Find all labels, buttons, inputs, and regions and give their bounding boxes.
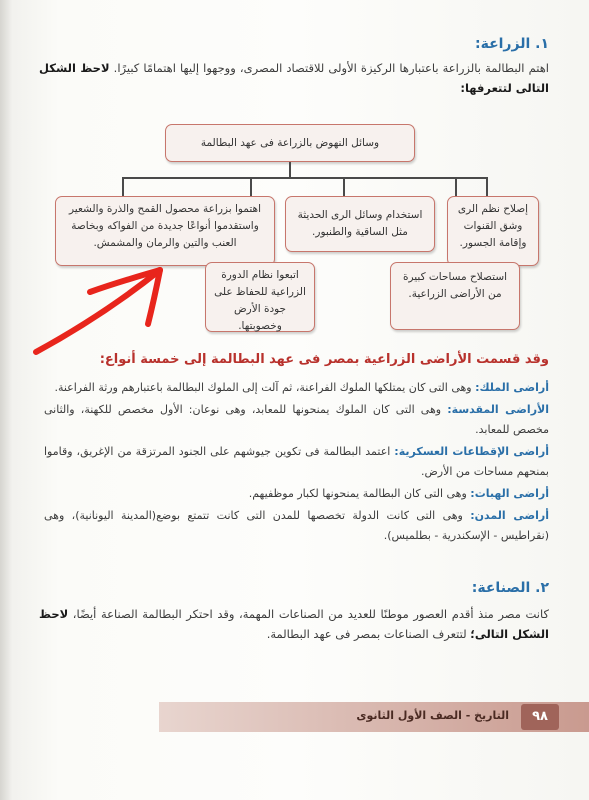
- list-item: [44, 400, 549, 440]
- diagram-node: استخدام وسائل الرى الحديثة مثل الساقية والطنبور.: [285, 196, 435, 252]
- list-item: [44, 442, 549, 482]
- item-label: أراضى الإقطاعات العسكرية:: [394, 445, 550, 458]
- land-types-heading: وقد قسمت الأراضى الزراعية بمصر فى عهد البطالمة إلى خمسة أنواع:: [99, 352, 549, 367]
- item-label: أراضى الملك:: [475, 381, 549, 394]
- page-number: ٩٨: [521, 704, 559, 730]
- industry-text: كانت مصر منذ أقدم العصور موطنًا للعديد من الصناعات المهمة، وقد احتكر البطالمة الصناعة أيضًا،: [72, 607, 549, 621]
- diagram-node: إصلاح نظم الرى وشق القنوات وإقامة الجسور.: [447, 196, 539, 266]
- list-item: [44, 506, 549, 546]
- diagram-node: اتبعوا نظام الدورة الزراعية للحفاظ على جودة الأرض وخصوبتها.: [205, 262, 315, 332]
- page-fold-shadow: [0, 0, 12, 800]
- connector: [122, 177, 488, 179]
- connector: [343, 177, 345, 197]
- item-text: وهى التى كانت الدولة تخصصها للمدن التى كانت تتمتع بوضع(المدينة اليونانية)، وهى (نقراطيس - الإسكندرية - بطلميس).: [44, 509, 549, 542]
- connector: [122, 177, 124, 197]
- list-item: [44, 378, 549, 398]
- diagram-node: استصلاح مساحات كبيرة من الأراضى الزراعية.: [390, 262, 520, 330]
- industry-tail: لتتعرف الصناعات بمصر فى عهد البطالمة.: [266, 627, 467, 641]
- section-heading-industry: ٢. الصناعة:: [471, 580, 549, 596]
- connector: [486, 177, 488, 197]
- list-item: [44, 484, 549, 504]
- industry-paragraph: [39, 604, 549, 644]
- intro-text: اهتم البطالمة بالزراعة باعتبارها الركيزة الأولى للاقتصاد المصرى، ووجهوا إليها اهتمامًا كبيرًا.: [113, 61, 549, 75]
- intro-instruction: لاحظ الشكل التالى لتتعرفها:: [39, 61, 549, 95]
- page-footer: [159, 702, 589, 732]
- industry-instruction: لاحظ الشكل التالى؛: [39, 607, 549, 641]
- item-label: أراضى الهبات:: [470, 487, 549, 500]
- item-text: وهى التى كان الملوك يمنحونها للمعابد، وهى نوعان: الأول مخصص للكهنة، والثانى مخصص للمعابد.: [44, 403, 549, 436]
- agriculture-intro: [39, 58, 549, 98]
- land-types-list: [44, 378, 549, 548]
- diagram-root-box: وسائل النهوض بالزراعة فى عهد البطالمة: [165, 124, 415, 162]
- item-label: الأراضى المقدسة:: [447, 403, 550, 416]
- item-text: اعتمد البطالمة فى تكوين جيوشهم على الجنود المرتزقة من الإغريق، وقاموا بمنحهم مساحات من الأرض.: [44, 445, 549, 478]
- item-text: وهى التى كان يمتلكها الملوك الفراعنة، ثم آلت إلى الملوك البطالمة باعتبارهم ورثة الفراعنة.: [54, 381, 472, 394]
- item-text: وهى التى كان البطالمة يمنحونها لكبار موظفيهم.: [248, 487, 467, 500]
- section-heading-agriculture: ١. الزراعة:: [474, 36, 549, 52]
- connector: [289, 162, 291, 178]
- diagram-node: اهتموا بزراعة محصول القمح والذرة والشعير واستقدموا أنواعًا جديدة من الفواكه وبخاصة العنب والتين والرمان والمشمش.: [55, 196, 275, 266]
- footer-title: التاريخ - الصف الأول الثانوى: [356, 709, 509, 722]
- item-label: أراضى المدن:: [470, 509, 549, 522]
